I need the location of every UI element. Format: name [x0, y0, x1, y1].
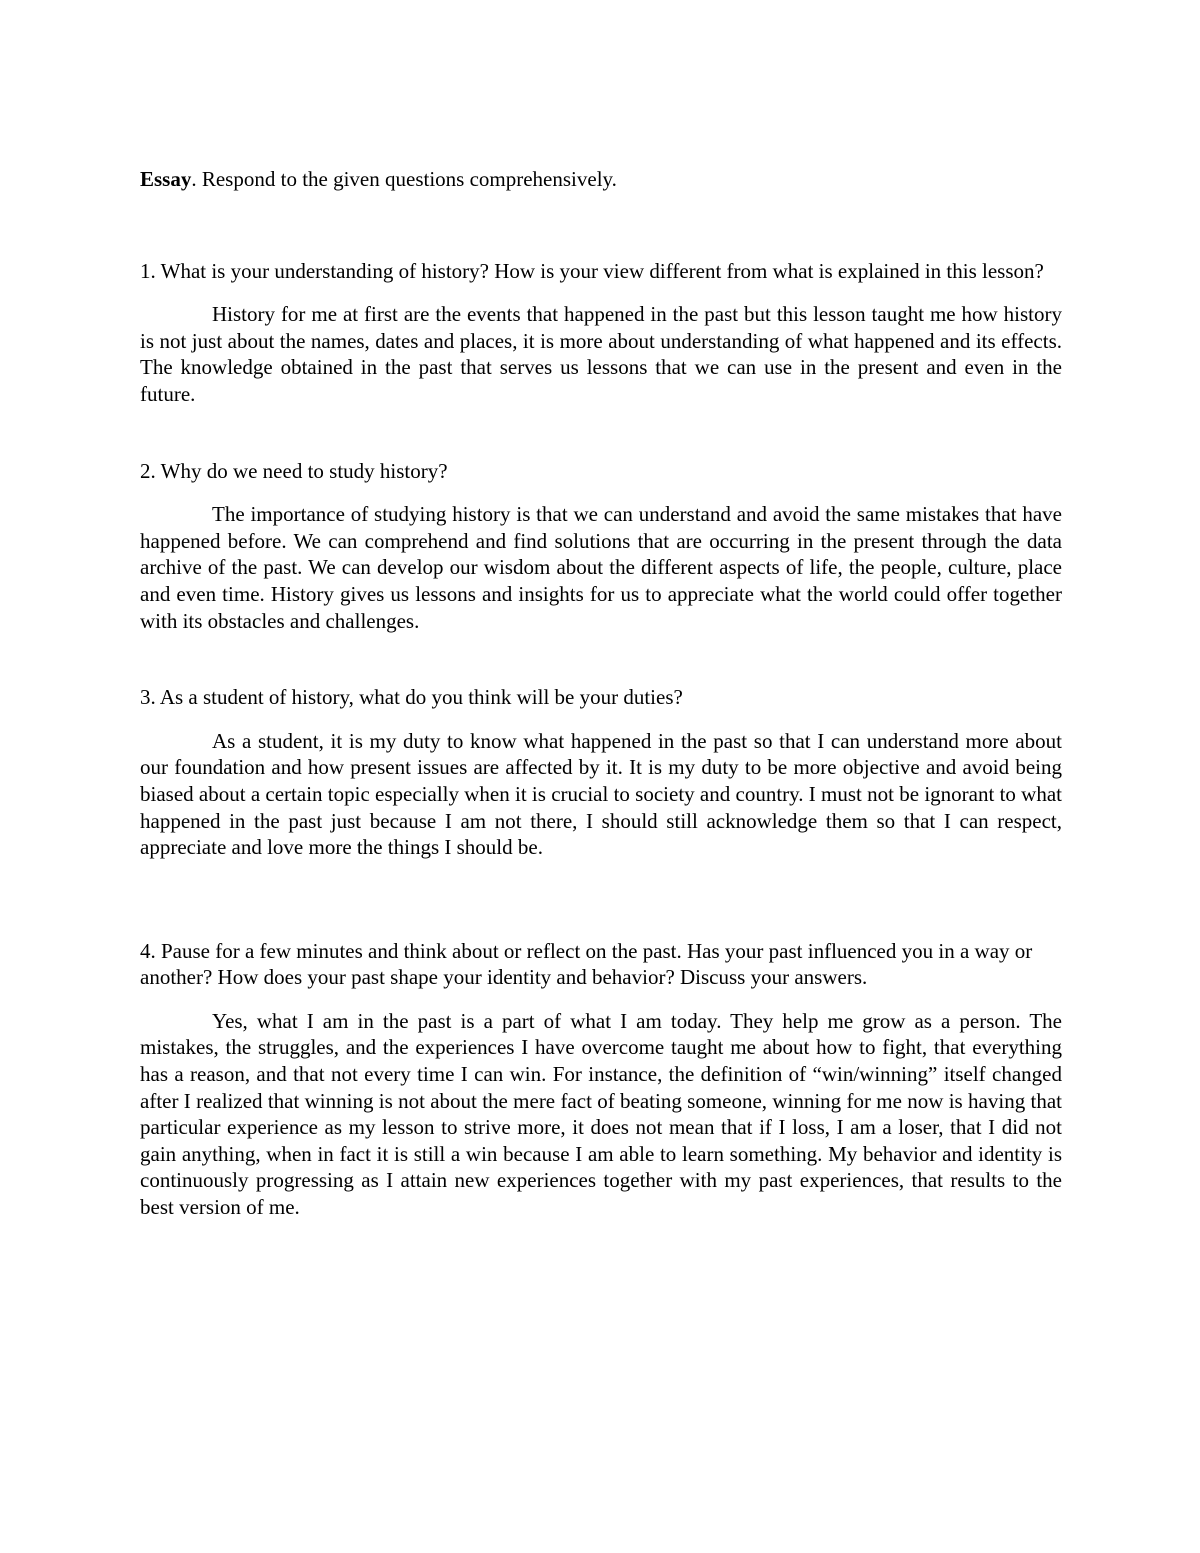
- document-body: [140, 166, 1062, 1221]
- answer-1: History for me at first are the events that happened in the past but this lesson taught me how history is not just about the names, dates and places, it is more about understanding of what happened and its effects. The knowledge obtained in the past that serves us lessons that we can use in the present and even in the future.: [140, 302, 1062, 406]
- essay-item-2: [140, 458, 1062, 635]
- answer-3: As a student, it is my duty to know what happened in the past so that I can understand more about our foundation and how present issues are affected by it. It is my duty to be more objective and avoid being biased about a certain topic especially when it is crucial to society and country. I must not be ignorant to what happened in the past just because I am not there, I should still acknowledge them so that I can respect, appreciate and love more the things I should be.: [140, 728, 1062, 860]
- essay-item-4: [140, 938, 1062, 1221]
- answer-4: Yes, what I am in the past is a part of what I am today. They help me grow as a person. The mistakes, the struggles, and the experiences I have overcome taught me about how to fight, that everything has a reason, and that not every time I can win. For instance, the definition of “win/winning” itself changed after I realized that winning is not about the mere fact of beating someone, winning for me now is having that particular experience as my lesson to strive more, it does not mean that if I loss, I am a loser, that I did not gain anything, when in fact it is still a win because I am able to learn something. My behavior and identity is continuously progressing as I attain new experiences together with my past experiences, that results to the best version of me.: [140, 1008, 1062, 1220]
- instruction-text: . Respond to the given questions comprehensively.: [191, 167, 617, 191]
- instruction-line: [140, 166, 1062, 193]
- essay-item-1: [140, 258, 1062, 408]
- essay-item-3: [140, 684, 1062, 861]
- answer-2: The importance of studying history is that we can understand and avoid the same mistakes that have happened before. We can comprehend and find solutions that are occurring in the present through the data archive of the past. We can develop our wisdom about the different aspects of life, the people, culture, place and even time. History gives us lessons and insights for us to appreciate what the world could offer together with its obstacles and challenges.: [140, 502, 1062, 633]
- question-1: 1. What is your understanding of history? How is your view different from what is explained in this lesson?: [140, 258, 1044, 283]
- question-3: 3. As a student of history, what do you think will be your duties?: [140, 685, 683, 710]
- question-2: 2. Why do we need to study history?: [140, 458, 448, 483]
- question-4: 4. Pause for a few minutes and think about or reflect on the past. Has your past influenced you in a way or another? How does your past shape your identity and behavior? Discuss your answers.: [140, 938, 1033, 990]
- instruction-label: Essay: [140, 167, 192, 191]
